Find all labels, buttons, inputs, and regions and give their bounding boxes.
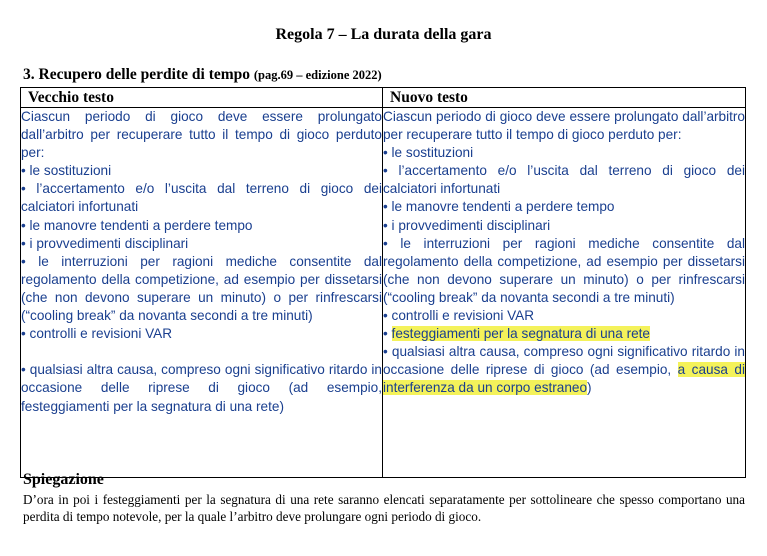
highlight-new-celebrations: festeggiamenti per la segnatura di una rete — [391, 326, 650, 342]
new-item-celebrations — [383, 325, 745, 343]
new-item-time-wasting: • le manovre tendenti a perdere tempo — [383, 199, 615, 215]
old-item-time-wasting: • le manovre tendenti a perdere tempo — [21, 217, 253, 233]
explanation-text: D’ora in poi i festeggiamenti per la segnatura di una rete saranno elencati separatamente per sottolineare che spesso comportano una perdita di tempo notevole, per la quale l’arbitro deve prolungare ogni periodo di gioco. — [23, 492, 745, 524]
old-text-header: Vecchio testo — [21, 88, 383, 108]
new-other-causes-end: ) — [587, 380, 592, 396]
new-text-body — [383, 108, 745, 398]
new-item-var: • controlli e revisioni VAR — [383, 308, 535, 324]
table-header-row — [21, 88, 746, 108]
section-reference: (pag.69 – edizione 2022) — [253, 68, 382, 82]
new-text-cell — [383, 108, 746, 478]
old-item-other-causes: • qualsiasi altra causa, compreso ogni significativo ritardo in occasione delle riprese di gioco (ad esempio, festeggiamenti per la segnatura di una rete) — [21, 362, 382, 414]
new-other-causes-start: • qualsiasi altra causa, compreso ogni significativo ritardo in occasione delle riprese di gioco (ad esempio, — [383, 344, 745, 378]
old-item-var: • controlli e revisioni VAR — [21, 326, 173, 342]
explanation-heading: Spiegazione — [23, 471, 104, 488]
comparison-table — [20, 87, 746, 478]
old-item-substitutions: • le sostituzioni — [21, 163, 112, 179]
old-text-body — [21, 108, 382, 416]
new-item-celebrations-bullet: • — [383, 326, 392, 342]
new-item-injuries: • l’accertamento e/o l’uscita dal terreno di gioco dei calciatori infortunati — [383, 163, 745, 197]
old-text-cell — [21, 108, 383, 478]
section-heading — [23, 66, 382, 84]
old-item-injuries: • l’accertamento e/o l’uscita dal terreno di gioco dei calciatori infortunati — [21, 181, 382, 215]
new-text-header: Nuovo testo — [383, 88, 746, 108]
new-intro: Ciascun periodo di gioco deve essere prolungato dall’arbitro per recuperare tutto il tempo di gioco perduto per: — [383, 109, 745, 143]
table-body-row — [21, 108, 746, 478]
old-spacer — [21, 343, 382, 361]
old-item-disciplinary: • i provvedimenti disciplinari — [21, 235, 189, 251]
highlight-foreign-object: a causa di interferenza da un corpo estraneo — [383, 362, 746, 396]
old-intro: Ciascun periodo di gioco deve essere prolungato dall’arbitro per recuperare tutto il tempo di gioco perduto per: — [21, 109, 382, 161]
new-item-medical-breaks: • le interruzioni per ragioni mediche consentite dal regolamento della competizione, ad esempio per dissetarsi (che non devono superare un minuto) o per rinfrescarsi (“cooling break” da novanta secondi a tre minuti) — [383, 235, 745, 305]
old-item-medical-breaks: • le interruzioni per ragioni mediche consentite dal regolamento della competizione, ad esempio per dissetarsi (che non devono superare un minuto) o per rinfrescarsi (“cooling break” da novanta secondi a tre minuti) — [21, 253, 382, 324]
new-item-substitutions: • le sostituzioni — [383, 145, 474, 161]
section-heading-text: 3. Recupero delle perdite di tempo — [23, 66, 251, 83]
new-item-disciplinary: • i provvedimenti disciplinari — [383, 217, 551, 233]
document-title: Regola 7 – La durata della gara — [275, 26, 492, 43]
new-item-other-causes — [383, 343, 745, 397]
